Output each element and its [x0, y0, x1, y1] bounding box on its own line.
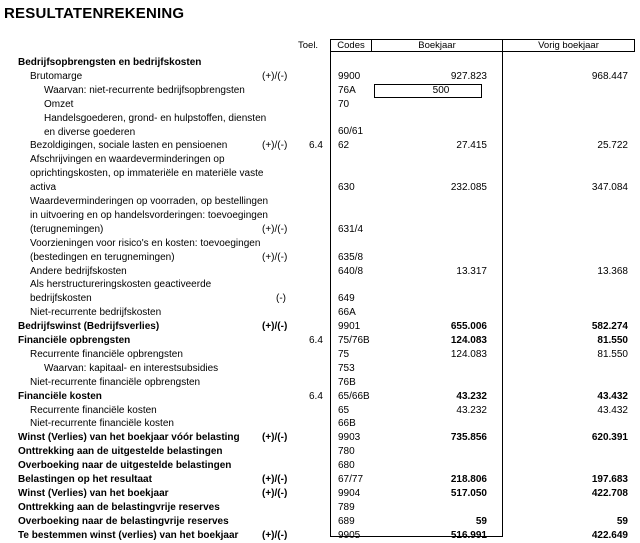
vorig-boekjaar-value: 620.391	[591, 432, 628, 444]
row-label	[30, 306, 161, 320]
row-code: 9900	[338, 70, 361, 82]
boekjaar-value: 124.083	[450, 348, 487, 360]
boekjaar-value: 124.083	[450, 335, 487, 346]
row-label	[18, 431, 240, 445]
row-label-line: in uitvoering en op handelsvorderingen: toevoegingen	[30, 209, 268, 221]
row-label-line: Voorzieningen voor risico's en kosten: toevoegingen	[30, 237, 261, 249]
row-code: 9905	[338, 529, 361, 541]
row-label	[30, 195, 268, 237]
vorig-boekjaar-value: 81.550	[597, 348, 628, 360]
row-code: 70	[338, 98, 350, 110]
row-label-line: Belastingen op het resultaat	[18, 474, 152, 485]
table-row	[0, 362, 640, 376]
vorig-boekjaar-value: 347.084	[591, 182, 628, 194]
row-code: 9901	[338, 321, 361, 333]
row-label	[18, 56, 201, 70]
row-code: 640/8	[338, 265, 364, 277]
vorig-boekjaar-value: 43.432	[597, 390, 628, 402]
table-row	[0, 278, 640, 306]
vorig-boekjaar-value: 59	[616, 515, 628, 527]
row-label-line: Onttrekking aan de uitgestelde belastingen	[18, 446, 223, 458]
sign-indicator: (+)/(-)	[262, 70, 288, 82]
row-label	[30, 237, 260, 265]
row-code: 9904	[338, 487, 361, 499]
table-row	[0, 56, 640, 70]
row-code: 62	[338, 140, 350, 152]
row-label-line: Overboeking naar de uitgestelde belastingen	[18, 460, 232, 472]
row-code: 635/8	[338, 251, 364, 263]
row-label	[30, 376, 200, 390]
table-row	[0, 334, 640, 348]
table-row	[0, 306, 640, 320]
row-label-line: Recurrente financiële opbrengsten	[30, 348, 183, 360]
row-label-line: Als herstructureringskosten geactiveerde	[30, 279, 212, 291]
row-label	[18, 390, 102, 404]
row-label-line: oprichtingskosten, op immateriële en materiële vaste	[30, 168, 264, 180]
row-label-line: Afschrijvingen en waardeverminderingen op	[30, 154, 225, 166]
row-code: 76B	[338, 376, 356, 388]
boekjaar-value: 517.050	[450, 487, 487, 499]
row-code: 76A	[338, 84, 356, 96]
row-label-line: Handelsgoederen, grond- en hulpstoffen, diensten	[44, 112, 267, 124]
row-label	[30, 265, 127, 279]
vorig-boekjaar-value: 25.722	[597, 140, 628, 152]
row-label	[30, 278, 211, 306]
row-label	[30, 404, 157, 418]
row-label	[44, 362, 218, 376]
table-row	[0, 390, 640, 404]
sign-indicator: (+)/(-)	[262, 251, 288, 263]
row-label	[30, 153, 263, 195]
vorig-boekjaar-header: Vorig boekjaar	[502, 39, 635, 52]
table-row	[0, 84, 640, 98]
sign-indicator: (-)	[276, 293, 286, 305]
row-label	[30, 139, 227, 153]
table-row	[0, 515, 640, 529]
row-label-line: Waarvan: niet-recurrente bedrijfsopbrengsten	[44, 84, 245, 96]
row-label-line: Bezoldigingen, sociale lasten en pensioenen	[30, 140, 228, 152]
boekjaar-value: 516.991	[450, 529, 487, 541]
row-label-line: Andere bedrijfskosten	[30, 265, 127, 277]
row-label	[18, 473, 152, 487]
row-code: 753	[338, 362, 355, 374]
vorig-boekjaar-value: 197.683	[591, 474, 628, 485]
table-row	[0, 445, 640, 459]
sign-indicator: (+)/(-)	[262, 432, 288, 444]
row-code: 67/77	[338, 474, 364, 485]
row-label-line: Niet-recurrente bedrijfskosten	[30, 307, 162, 319]
table-row	[0, 139, 640, 153]
row-label-line: (terugnemingen)	[30, 223, 104, 235]
row-label	[44, 112, 266, 140]
row-label-line: Onttrekking aan de belastingvrije reserves	[18, 501, 220, 513]
table-row	[0, 487, 640, 501]
row-label-line: Bedrijfsopbrengsten en bedrijfskosten	[18, 57, 202, 68]
table-row	[0, 501, 640, 515]
row-code: 689	[338, 515, 355, 527]
row-label-line: bedrijfskosten	[30, 293, 92, 305]
table-row	[0, 195, 640, 237]
row-code: 780	[338, 446, 355, 458]
row-label	[18, 515, 229, 529]
boekjaar-value: 43.232	[456, 404, 487, 416]
row-label-line: en diverse goederen	[44, 126, 136, 138]
table-row	[0, 431, 640, 445]
row-code: 65/66B	[338, 390, 370, 402]
toel-header: Toel.	[298, 40, 319, 51]
sign-indicator: (+)/(-)	[262, 321, 288, 333]
table-row	[0, 98, 640, 112]
row-code: 65	[338, 404, 350, 416]
vorig-boekjaar-value: 422.708	[591, 487, 628, 499]
row-label-line: Omzet	[44, 98, 74, 110]
row-label-line: Recurrente financiële kosten	[30, 404, 157, 416]
row-label-line: activa	[30, 182, 57, 194]
row-label	[44, 98, 73, 112]
row-label	[18, 529, 238, 543]
table-row	[0, 320, 640, 334]
table-row	[0, 348, 640, 362]
sign-indicator: (+)/(-)	[262, 487, 288, 499]
row-label	[18, 487, 169, 501]
row-code: 680	[338, 460, 355, 472]
sign-indicator: (+)/(-)	[262, 223, 288, 235]
row-code: 75	[338, 348, 350, 360]
table-row	[0, 459, 640, 473]
table-row	[0, 237, 640, 265]
row-label-line: Financiële opbrengsten	[18, 335, 131, 346]
boekjaar-value: 655.006	[450, 321, 487, 333]
row-code: 9903	[338, 432, 361, 444]
boekjaar-value: 735.856	[450, 432, 487, 444]
row-label-line: Niet-recurrente financiële kosten	[30, 418, 174, 430]
row-label-line: Waarvan: kapitaal- en interestsubsidies	[44, 362, 219, 374]
boekjaar-value: 500	[374, 84, 482, 98]
row-label	[18, 445, 223, 459]
boekjaar-value: 59	[475, 515, 487, 527]
boekjaar-value: 43.232	[456, 390, 487, 402]
row-label	[18, 320, 159, 334]
vorig-boekjaar-value: 13.368	[597, 265, 628, 277]
boekjaar-header: Boekjaar	[371, 39, 503, 52]
row-label-line: Winst (Verlies) van het boekjaar	[18, 487, 169, 499]
row-label	[30, 70, 82, 84]
sign-indicator: (+)/(-)	[262, 529, 288, 541]
table-row	[0, 473, 640, 487]
toelichting-ref: 6.4	[309, 140, 323, 152]
row-label-line: Brutomarge	[30, 70, 83, 82]
vorig-boekjaar-value: 422.649	[591, 529, 628, 541]
table-row	[0, 529, 640, 543]
row-label	[18, 501, 220, 515]
row-label-line: Bedrijfswinst (Bedrijfsverlies)	[18, 321, 160, 333]
row-code: 649	[338, 293, 355, 305]
vorig-boekjaar-value: 582.274	[591, 321, 628, 333]
table-row	[0, 112, 640, 140]
row-label-line: Overboeking naar de belastingvrije reserves	[18, 515, 229, 527]
vorig-boekjaar-value: 968.447	[591, 70, 628, 82]
table-row	[0, 417, 640, 431]
row-code: 789	[338, 501, 355, 513]
codes-header: Codes	[330, 39, 372, 52]
page-title: RESULTATENREKENING	[4, 5, 185, 22]
row-label-line: Niet-recurrente financiële opbrengsten	[30, 376, 201, 388]
table-row	[0, 376, 640, 390]
row-label	[18, 459, 231, 473]
table-row	[0, 265, 640, 279]
vorig-boekjaar-value: 81.550	[597, 335, 628, 346]
table-row	[0, 70, 640, 84]
vorig-boekjaar-value: 43.432	[597, 404, 628, 416]
table-row	[0, 153, 640, 195]
row-label-line: Winst (Verlies) van het boekjaar vóór belasting	[18, 432, 240, 444]
toelichting-ref: 6.4	[309, 335, 323, 346]
row-label-line: Financiële kosten	[18, 390, 102, 402]
toelichting-ref: 6.4	[309, 390, 323, 402]
row-code: 66B	[338, 418, 356, 430]
row-code: 75/76B	[338, 335, 370, 346]
row-label	[44, 84, 245, 98]
row-label	[18, 334, 130, 348]
row-code: 66A	[338, 307, 356, 319]
row-label-line: Te bestemmen winst (verlies) van het boekjaar	[18, 529, 239, 541]
row-label	[30, 417, 174, 431]
boekjaar-value: 232.085	[450, 182, 487, 194]
row-code: 60/61	[338, 126, 364, 138]
row-label-line: Waardeverminderingen op voorraden, op bestellingen	[30, 196, 269, 207]
row-code: 630	[338, 182, 355, 194]
row-code: 631/4	[338, 223, 364, 235]
boekjaar-value: 218.806	[450, 474, 487, 485]
sign-indicator: (+)/(-)	[262, 474, 288, 485]
sign-indicator: (+)/(-)	[262, 140, 288, 152]
boekjaar-value: 13.317	[456, 265, 487, 277]
row-label-line: (bestedingen en terugnemingen)	[30, 251, 175, 263]
boekjaar-value: 927.823	[450, 70, 487, 82]
row-label	[30, 348, 183, 362]
boekjaar-value: 27.415	[456, 140, 487, 152]
table-row	[0, 404, 640, 418]
